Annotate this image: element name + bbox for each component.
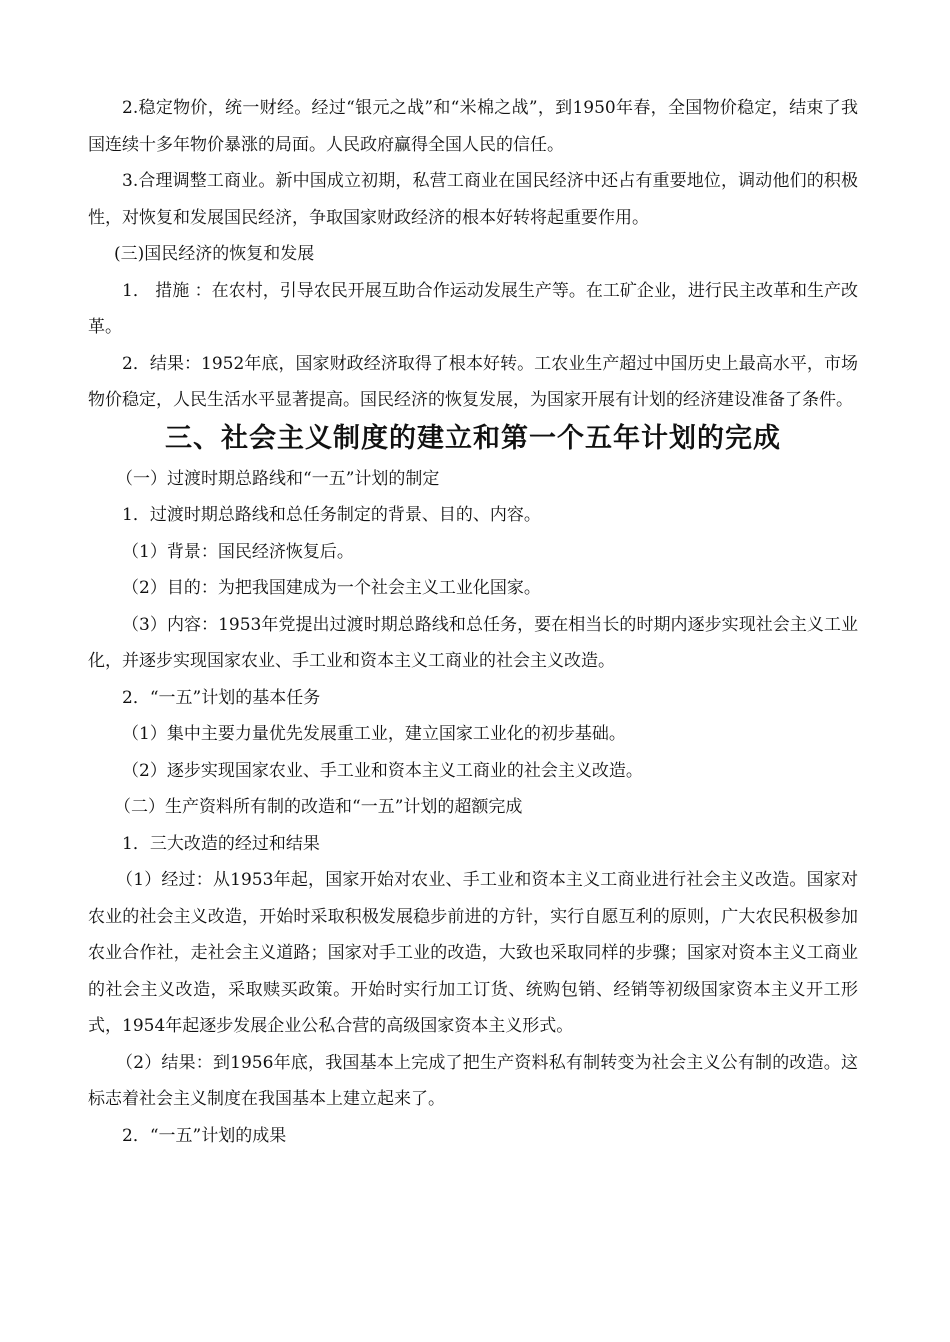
paragraph-transition-background-title: 1．过渡时期总路线和总任务制定的背景、目的、内容。 bbox=[122, 505, 541, 525]
paragraph-five-year-plan-tasks-title: 2．“一五”计划的基本任务 bbox=[122, 687, 321, 708]
chapter-heading: 三、社会主义制度的建立和第一个五年计划的完成 bbox=[165, 422, 781, 454]
paragraph-task-socialist-transformation: （2）逐步实现国家农业、手工业和资本主义工商业的社会主义改造。 bbox=[122, 760, 643, 781]
paragraph-process: （1）经过：从1953年起，国家开始对农业、手工业和资本主义工商业进行社会主义改造。国家对农业的社会主义改造，开始时采取积极发展稳步前进的方针，实行自愿互利的原则，广大农民积极参加农业合作社，走社会主义道路；国家对手工业的改造，大致也采取同样的步骤；国家对资本主义工商业的社会主义改造，采取赎买政策。开始时实行加工订货、统购包销、经销等初级国家资本主义开工形式，1954年起逐步发展企业公私合营的高级国家资本主义形式。 bbox=[88, 870, 858, 1036]
paragraph-purpose: （2）目的：为把我国建成为一个社会主义工业化国家。 bbox=[122, 578, 541, 598]
paragraph-measures: 1． 措施 ：在农村，引导农民开展互助合作运动发展生产等。在工矿企业，进行民主改革和生产改革。 bbox=[88, 280, 858, 337]
paragraph-content: （3）内容：1953年党提出过渡时期总路线和总任务，要在相当长的时期内逐步实现社会主义工业化，并逐步实现国家农业、手工业和资本主义工商业的社会主义改造。 bbox=[88, 614, 858, 671]
paragraph-outcome: （2）结果：到1956年底，我国基本上完成了把生产资料私有制转变为社会主义公有制的改造。这标志着社会主义制度在我国基本上建立起来了。 bbox=[88, 1052, 858, 1109]
paragraph-results: 2．结果：1952年底，国家财政经济取得了根本好转。工农业生产超过中国历史上最高水平，市场物价稳定，人民生活水平显著提高。国民经济的恢复发展，为国家开展有计划的经济建设准备了条件。 bbox=[88, 353, 858, 410]
paragraph-task-heavy-industry: （1）集中主要力量优先发展重工业，建立国家工业化的初步基础。 bbox=[122, 724, 626, 744]
paragraph-five-year-plan-results-title: 2．“一五”计划的成果 bbox=[122, 1125, 287, 1146]
paragraph-stabilize-prices: 2.稳定物价，统一财经。经过“银元之战”和“米棉之战”，到1950年春，全国物价稳定，结束了我国连续十多年物价暴涨的局面。人民政府赢得全国人民的信任。 bbox=[88, 98, 858, 155]
paragraph-adjust-commerce: 3.合理调整工商业。新中国成立初期，私营工商业在国民经济中还占有重要地位，调动他们的积极性，对恢复和发展国民经济，争取国家财政经济的根本好转将起重要作用。 bbox=[88, 171, 858, 228]
section-heading-transition-line: （一）过渡时期总路线和“一五”计划的制定 bbox=[116, 468, 440, 489]
document-body bbox=[88, 90, 858, 1154]
section-heading-ownership-transformation: （二）生产资料所有制的改造和“一五”计划的超额完成 bbox=[114, 797, 523, 817]
paragraph-background: （1）背景：国民经济恢复后。 bbox=[122, 541, 354, 562]
section-heading-economic-recovery: (三)国民经济的恢复和发展 bbox=[114, 244, 315, 264]
paragraph-three-transformations-title: 1．三大改造的经过和结果 bbox=[122, 833, 320, 854]
